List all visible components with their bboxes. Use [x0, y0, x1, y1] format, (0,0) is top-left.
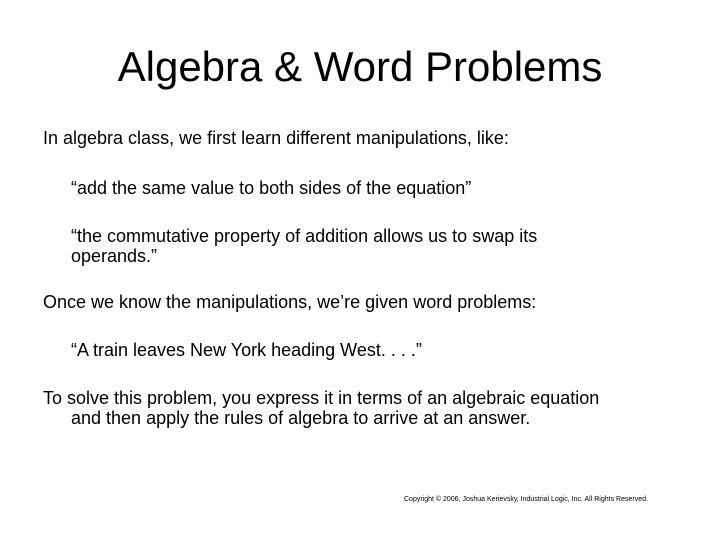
bullet-word-problems: Once we know the manipulations, we’re given word problems: [43, 292, 537, 312]
solve-problem-line-1: To solve this problem, you express it in terms of an algebraic equation [43, 388, 600, 408]
bullet-solve-problem [43, 388, 599, 428]
quote-add-same-value: “add the same value to both sides of the equation” [71, 178, 472, 198]
slide-title: Algebra & Word Problems [117, 43, 603, 90]
quote-commutative-line-2: operands.” [71, 246, 158, 266]
bullet-algebra-class: In algebra class, we first learn different manipulations, like: [43, 128, 509, 148]
quote-train: “A train leaves New York heading West. . . .” [71, 340, 422, 360]
copyright-footer: Copyright © 2006, Joshua Kerievsky, Industrial Logic, Inc. All Rights Reserved. [404, 496, 648, 503]
solve-problem-line-2: and then apply the rules of algebra to arrive at an answer. [71, 408, 531, 428]
quote-commutative-property [71, 226, 537, 266]
quote-commutative-line-1: “the commutative property of addition allows us to swap its [71, 226, 538, 246]
